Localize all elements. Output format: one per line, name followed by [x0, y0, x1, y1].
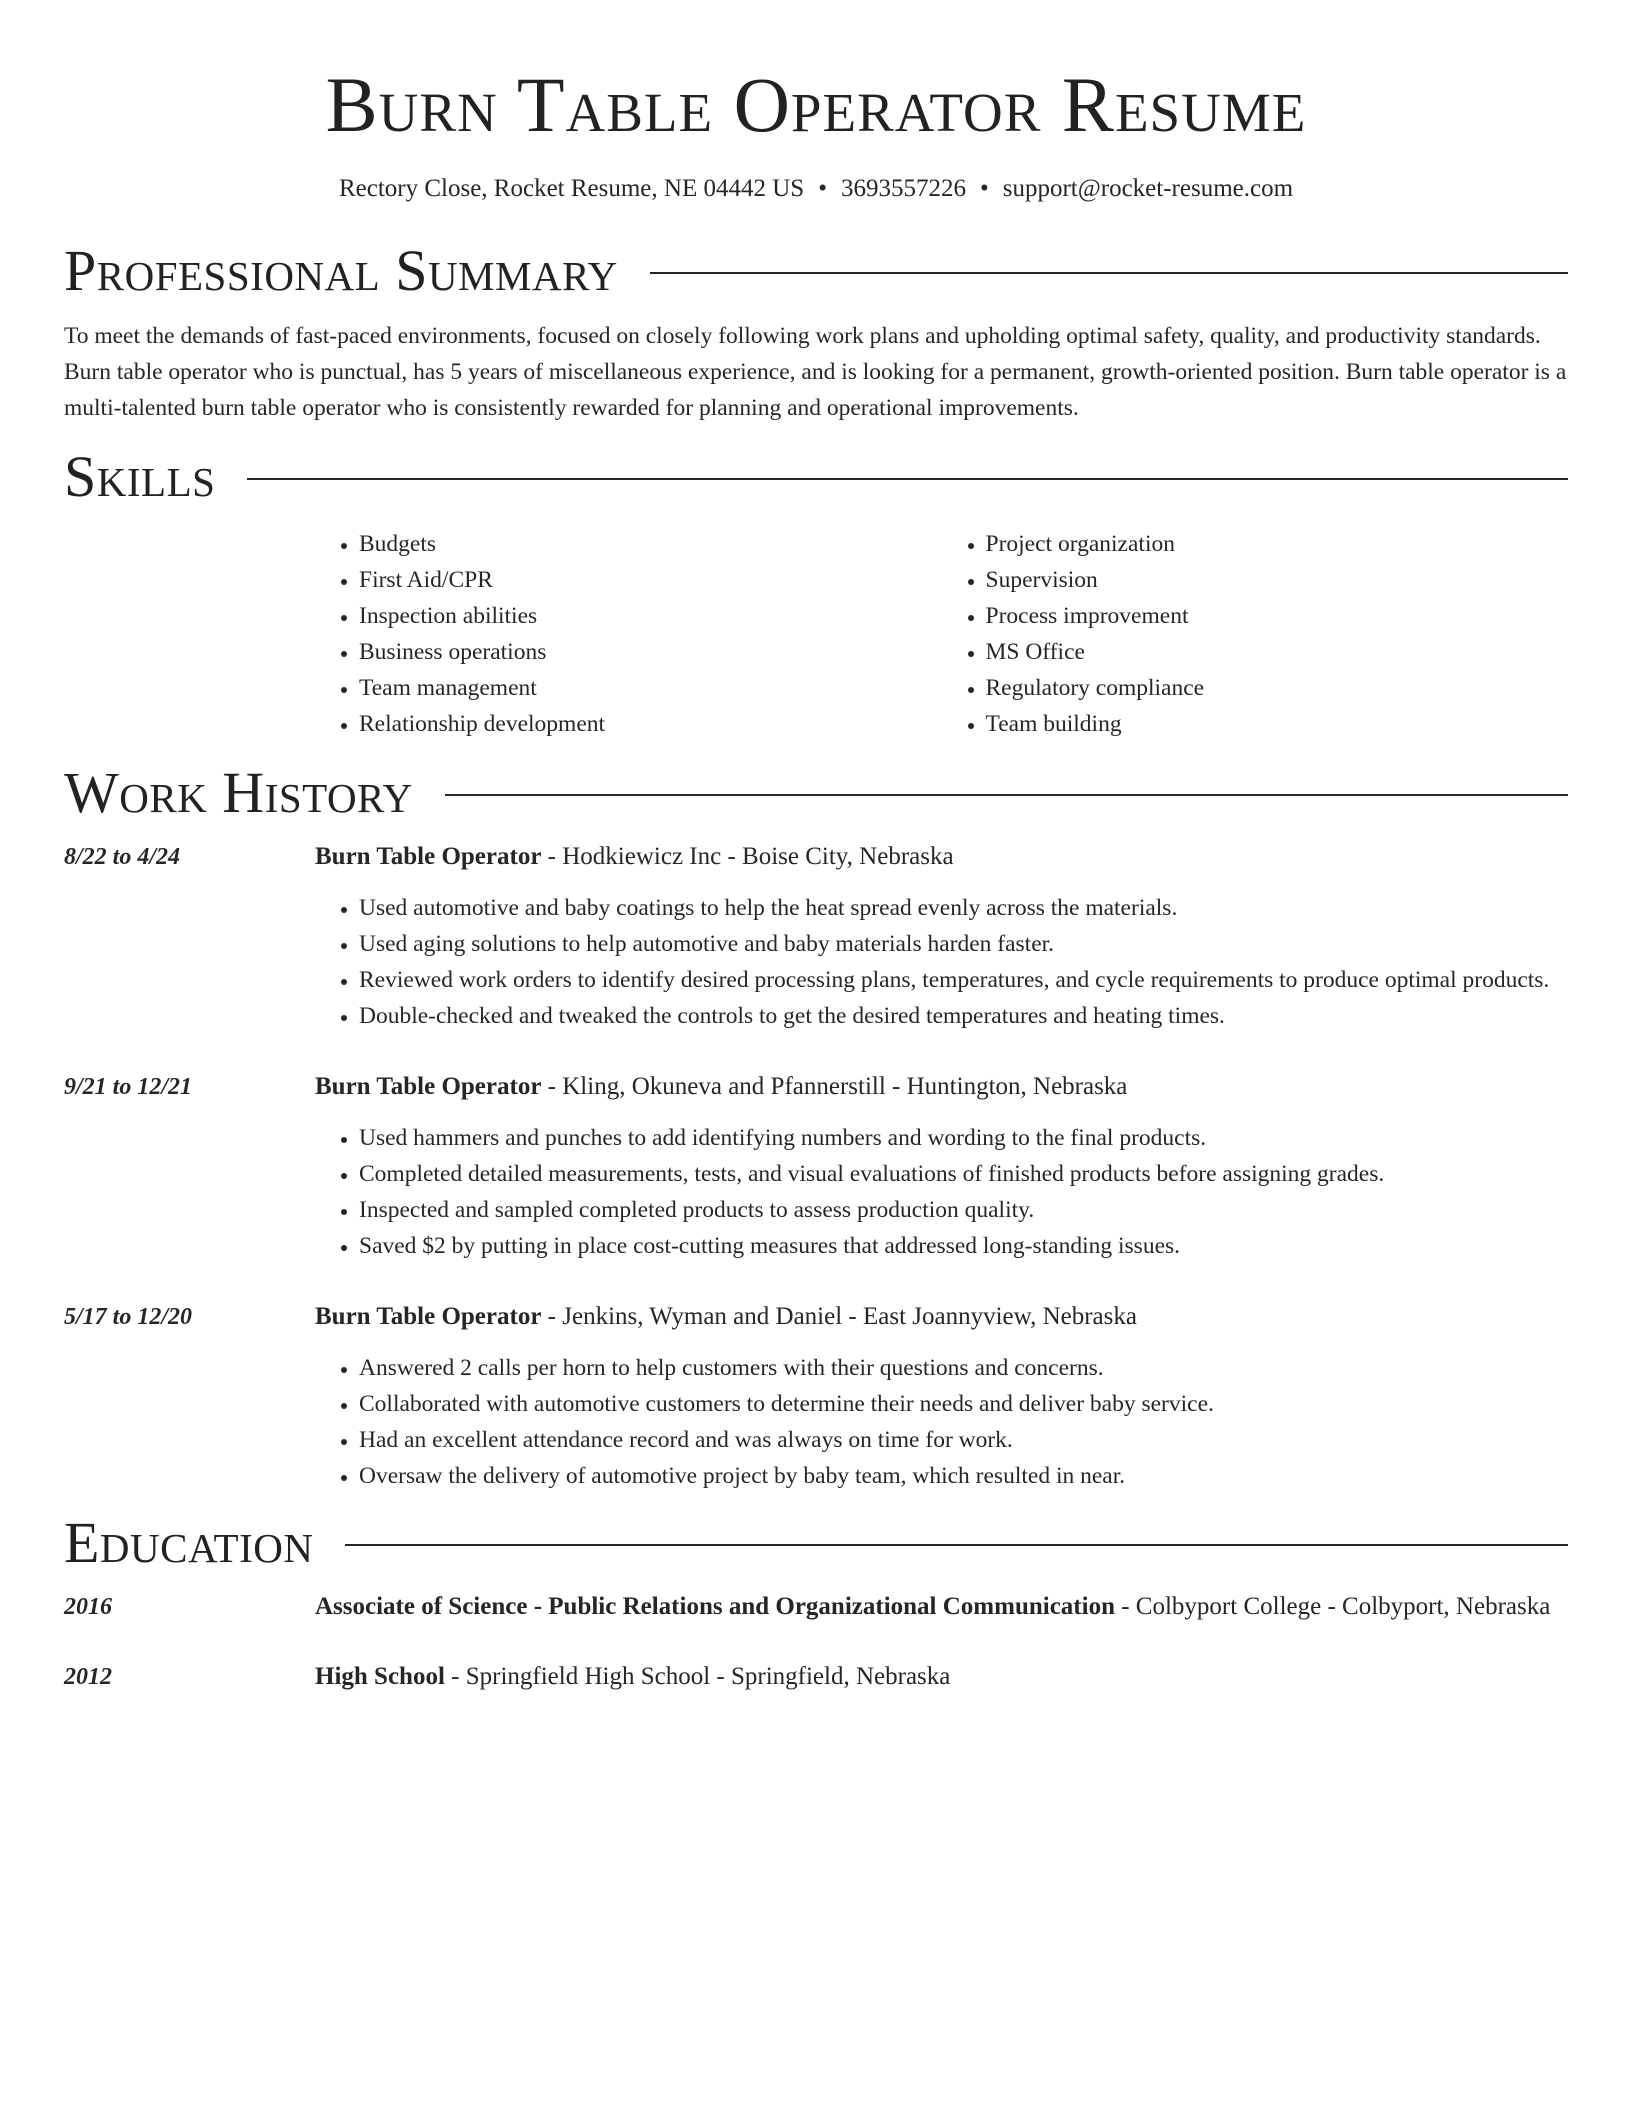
skill-item: • First Aid/CPR [359, 562, 942, 598]
resume-page [64, 0, 1568, 1696]
skill-item: • Process improvement [986, 598, 1569, 634]
contact-address: Rectory Close, Rocket Resume, NE 04442 US [338, 175, 805, 202]
skill-item: • Regulatory compliance [986, 670, 1569, 706]
work-section-header [64, 762, 1568, 824]
summary-text: To meet the demands of fast-paced environments, focused on closely following work plans and upholding optimal safety, quality, and productivity standards. Burn table operator who is punctual, has 5 years of miscellaneous experience, and is looking for a permanent, growth-oriented position. Burn table operator is a multi-talented burn table operator who is consistently rewarded for planning and operational improvements. [64, 323, 1567, 421]
work-entry-header [315, 1068, 1568, 1106]
skill-item: • Supervision [986, 562, 1569, 598]
education-section-header [64, 1512, 1568, 1574]
education-list [64, 1588, 1568, 1696]
job-duties [315, 1350, 1568, 1494]
skill-item: • Team management [359, 670, 942, 706]
work-history-list [64, 838, 1568, 1494]
job-title: Burn Table Operator [315, 1303, 542, 1330]
work-dates: 8/22 to 4/24 [64, 844, 181, 870]
job-employer-location: - Kling, Okuneva and Pfannerstill - Huntington, Nebraska [541, 1073, 1128, 1100]
job-duties [315, 1120, 1568, 1264]
job-duty-item: • Used aging solutions to help automotive and baby materials harden faster. [359, 926, 1568, 962]
skills-list [315, 526, 1568, 742]
skills-column-right [942, 526, 1569, 742]
contact-email: support@rocket-resume.com [1002, 175, 1294, 202]
job-duty-item: • Used hammers and punches to add identifying numbers and wording to the final products. [359, 1120, 1568, 1156]
job-employer-location: - Jenkins, Wyman and Daniel - East Joannyview, Nebraska [541, 1303, 1137, 1330]
work-entry-body [315, 1068, 1568, 1264]
job-title: Burn Table Operator [315, 1073, 542, 1100]
skills-heading: Skills [64, 444, 216, 509]
job-duty-item: • Inspected and sampled completed products to assess production quality. [359, 1192, 1568, 1228]
education-entry-body [315, 1658, 1568, 1696]
skill-item: • Inspection abilities [359, 598, 942, 634]
education-degree: Associate of Science - Public Relations and Organizational Communication [315, 1593, 1115, 1620]
skill-item: • Relationship development [359, 706, 942, 742]
skill-item: • Business operations [359, 634, 942, 670]
contact-separator: • [818, 175, 827, 202]
work-entry-body [315, 1298, 1568, 1494]
section-divider [650, 272, 1568, 274]
job-duty-item: • Completed detailed measurements, tests, and visual evaluations of finished products before assigning grades. [359, 1156, 1568, 1192]
job-employer-location: - Hodkiewicz Inc - Boise City, Nebraska [541, 843, 954, 870]
job-duty-item: • Reviewed work orders to identify desired processing plans, temperatures, and cycle requirements to produce optimal products. [359, 962, 1568, 998]
education-entry-body [315, 1588, 1568, 1626]
education-school-location: - Springfield High School - Springfield, Nebraska [444, 1663, 951, 1690]
work-entry-header [315, 1298, 1568, 1336]
skill-item: • Budgets [359, 526, 942, 562]
job-duties [315, 890, 1568, 1034]
education-year: 2016 [64, 1594, 112, 1620]
job-duty-item: • Saved $2 by putting in place cost-cutting measures that addressed long-standing issues. [359, 1228, 1568, 1264]
contact-phone: 3693557226 [840, 175, 966, 202]
work-entry-header [315, 838, 1568, 876]
job-duty-item: • Collaborated with automotive customers to determine their needs and deliver baby service. [359, 1386, 1568, 1422]
skills-section-header [64, 446, 1568, 508]
section-divider [445, 794, 1568, 796]
job-duty-item: • Answered 2 calls per horn to help customers with their questions and concerns. [359, 1350, 1568, 1386]
job-duty-item: • Double-checked and tweaked the controls to get the desired temperatures and heating times. [359, 998, 1568, 1034]
education-year: 2012 [64, 1664, 112, 1690]
education-heading: Education [64, 1510, 314, 1575]
work-entry [64, 838, 1568, 1034]
skill-item: • Project organization [986, 526, 1569, 562]
section-divider [247, 478, 1568, 480]
work-dates: 5/17 to 12/20 [64, 1304, 193, 1330]
education-entry [64, 1658, 1568, 1696]
skills-column-left [315, 526, 942, 742]
contact-separator: • [979, 175, 989, 202]
work-entry [64, 1068, 1568, 1264]
education-school-location: - Colbyport College - Colbyport, Nebraska [1114, 1593, 1551, 1620]
job-duty-item: • Oversaw the delivery of automotive project by baby team, which resulted in near. [359, 1458, 1568, 1494]
education-degree: High School [315, 1663, 445, 1690]
work-heading: Work History [64, 760, 413, 825]
work-dates: 9/21 to 12/21 [64, 1074, 193, 1100]
page-title: Burn Table Operator Resume [325, 61, 1307, 148]
section-divider [345, 1544, 1568, 1546]
skill-item: • Team building [986, 706, 1569, 742]
contact-line [64, 172, 1568, 206]
job-duty-item: • Used automotive and baby coatings to help the heat spread evenly across the materials. [359, 890, 1568, 926]
job-duty-item: • Had an excellent attendance record and was always on time for work. [359, 1422, 1568, 1458]
work-entry [64, 1298, 1568, 1494]
summary-section-header [64, 240, 1568, 302]
work-entry-body [315, 838, 1568, 1034]
summary-heading: Professional Summary [64, 238, 618, 303]
job-title: Burn Table Operator [315, 843, 542, 870]
skill-item: • MS Office [986, 634, 1569, 670]
education-entry [64, 1588, 1568, 1626]
